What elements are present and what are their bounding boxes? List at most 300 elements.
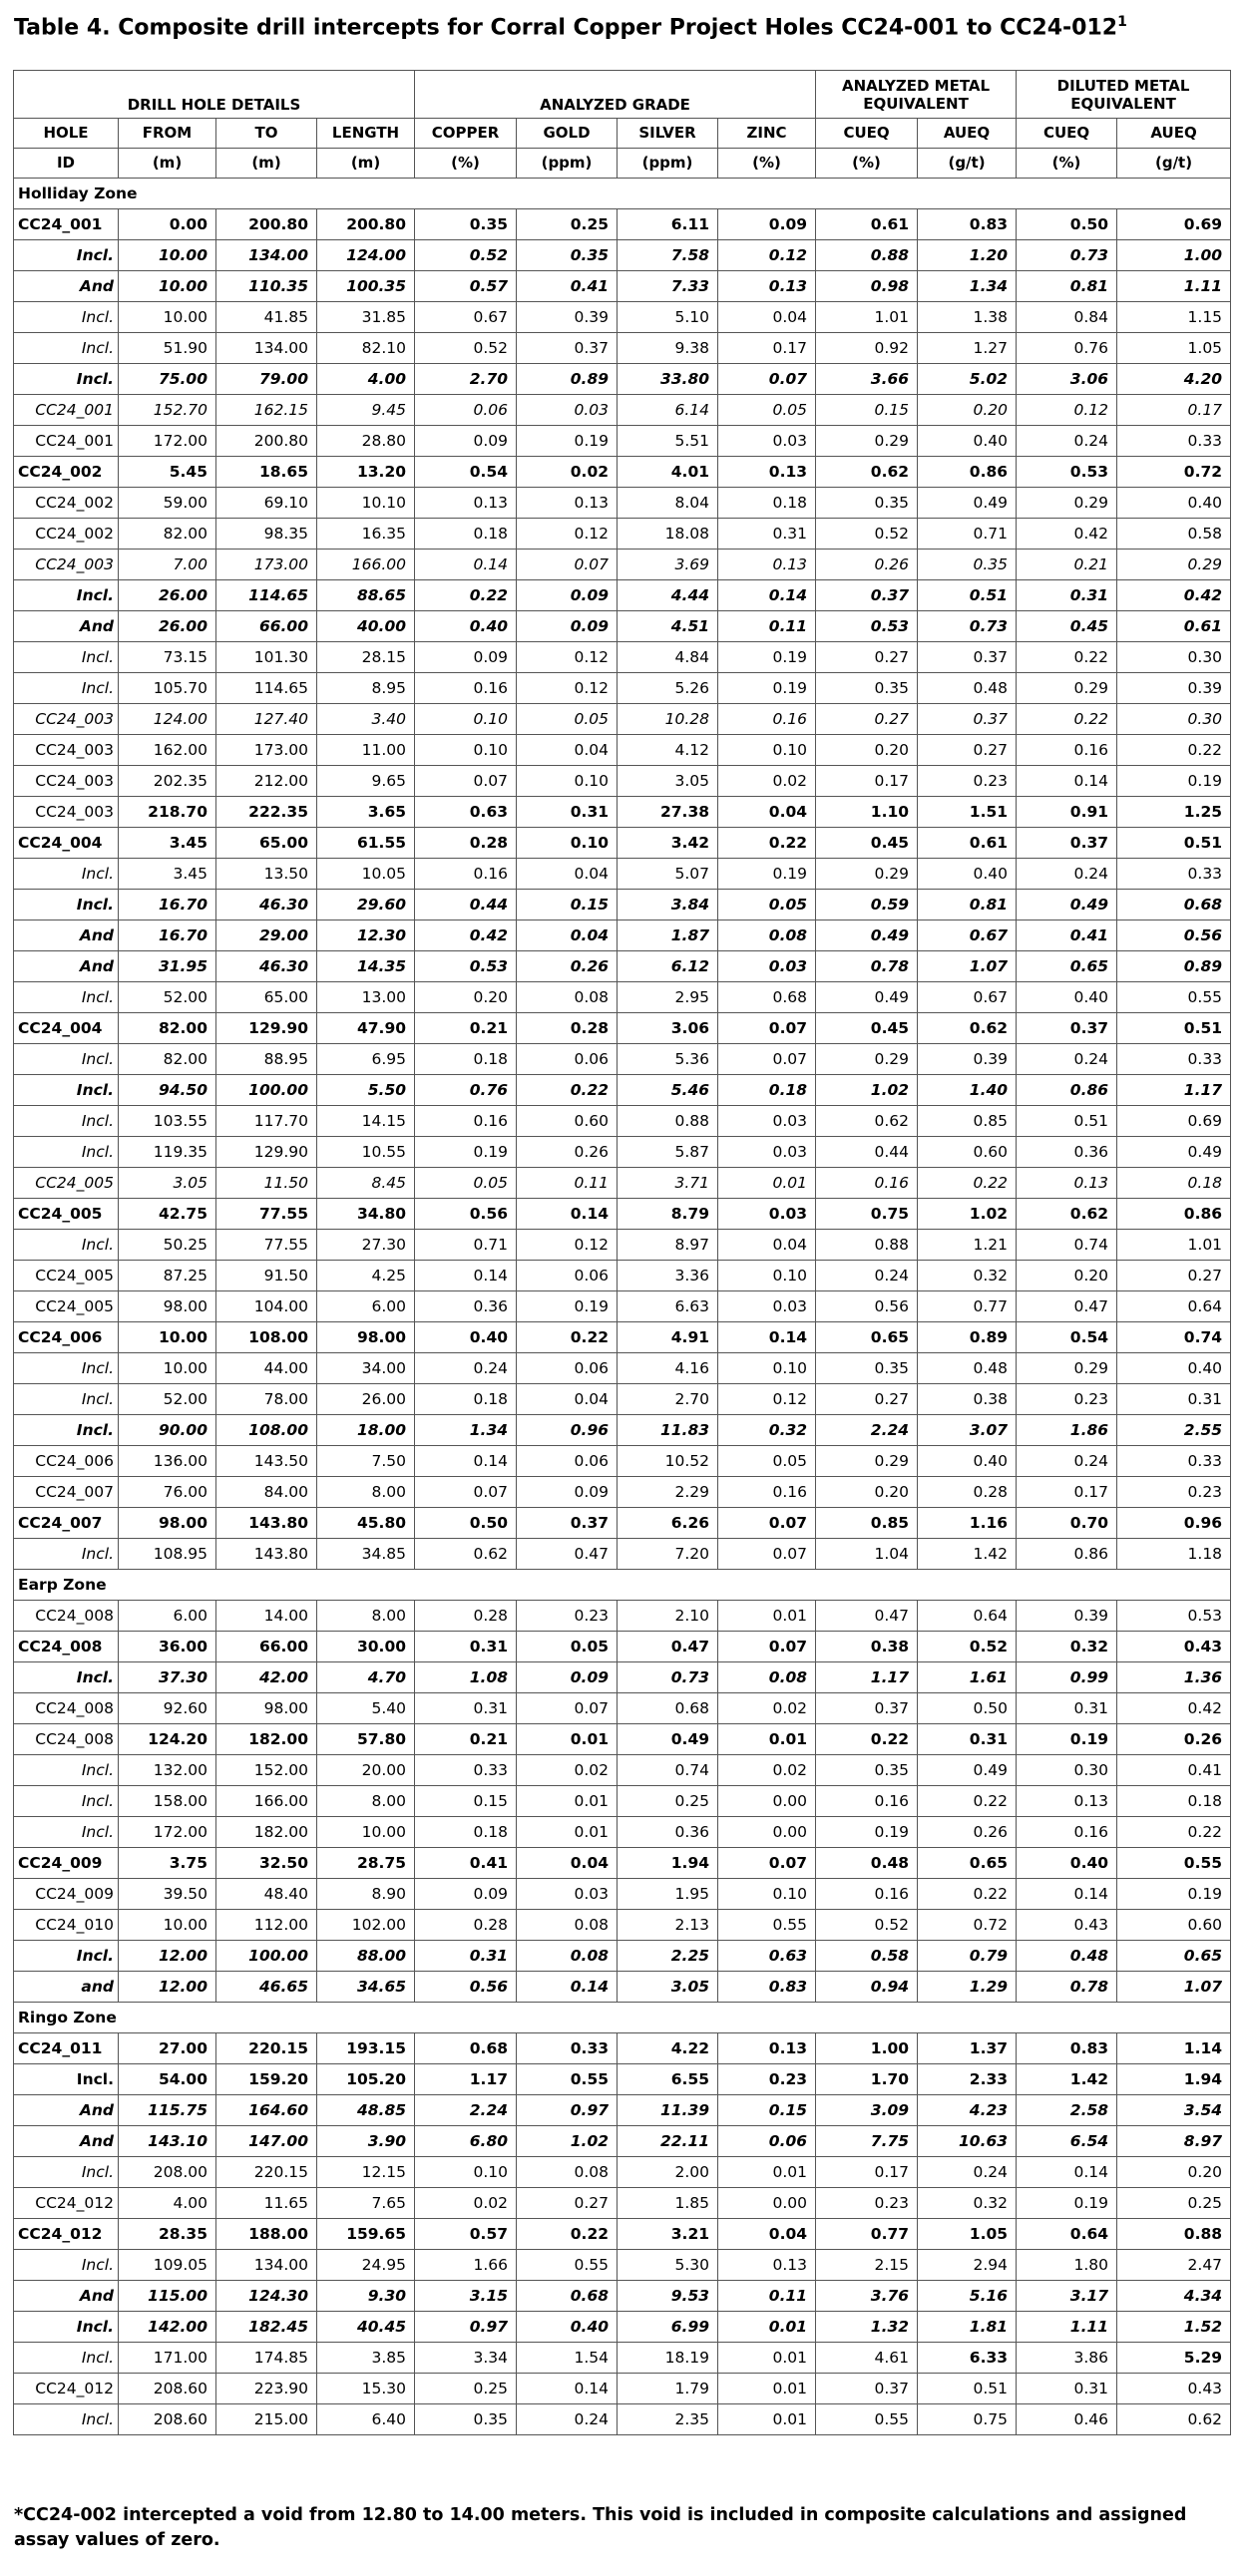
hole-id-cell: CC24_005: [14, 1261, 119, 1291]
value-cell: 37.30: [119, 1662, 216, 1693]
value-cell: 112.00: [216, 1910, 317, 1941]
value-cell: 0.17: [816, 766, 918, 797]
value-cell: 3.06: [1017, 364, 1117, 395]
value-cell: 1.14: [1117, 2033, 1231, 2064]
value-cell: 172.00: [119, 426, 216, 457]
table-row: [14, 2404, 1231, 2435]
value-cell: 143.80: [216, 1539, 317, 1570]
value-cell: 3.34: [415, 2343, 517, 2374]
value-cell: 0.37: [1017, 1013, 1117, 1044]
value-cell: 0.28: [517, 1013, 618, 1044]
value-cell: 46.30: [216, 890, 317, 920]
value-cell: 9.30: [317, 2281, 415, 2312]
value-cell: 0.13: [1017, 1168, 1117, 1199]
zone-label: Holliday Zone: [14, 179, 1231, 209]
title-superscript: 1: [1117, 14, 1127, 30]
value-cell: 0.68: [517, 2281, 618, 2312]
value-cell: 1.61: [918, 1662, 1017, 1693]
value-cell: 0.49: [918, 488, 1017, 519]
table-row: [14, 951, 1231, 982]
hole-id-cell: and: [14, 1972, 119, 2003]
value-cell: 0.36: [1017, 1137, 1117, 1168]
column-label: CUEQ: [1017, 119, 1117, 149]
table-row: [14, 1879, 1231, 1910]
value-cell: 0.53: [415, 951, 517, 982]
value-cell: 0.35: [415, 2404, 517, 2435]
value-cell: 0.39: [517, 302, 618, 333]
value-cell: 1.02: [918, 1199, 1017, 1230]
value-cell: 10.10: [317, 488, 415, 519]
value-cell: 0.40: [1117, 488, 1231, 519]
value-cell: 0.49: [1017, 890, 1117, 920]
value-cell: 220.15: [216, 2033, 317, 2064]
value-cell: 0.36: [415, 1291, 517, 1322]
value-cell: 5.07: [618, 859, 718, 890]
value-cell: 34.00: [317, 1353, 415, 1384]
value-cell: 6.12: [618, 951, 718, 982]
value-cell: 0.19: [1117, 766, 1231, 797]
value-cell: 0.08: [517, 1910, 618, 1941]
value-cell: 66.00: [216, 1632, 317, 1662]
value-cell: 0.56: [415, 1199, 517, 1230]
value-cell: 0.51: [918, 2374, 1017, 2404]
value-cell: 0.10: [415, 2157, 517, 2188]
value-cell: 0.12: [517, 519, 618, 550]
value-cell: 75.00: [119, 364, 216, 395]
value-cell: 0.72: [1117, 457, 1231, 488]
table-row: [14, 1322, 1231, 1353]
value-cell: 1.86: [1017, 1415, 1117, 1446]
value-cell: 0.33: [517, 2033, 618, 2064]
value-cell: 134.00: [216, 240, 317, 271]
value-cell: 200.80: [317, 209, 415, 240]
value-cell: 0.12: [517, 1230, 618, 1261]
value-cell: 0.22: [415, 580, 517, 611]
value-cell: 1.54: [517, 2343, 618, 2374]
value-cell: 0.78: [816, 951, 918, 982]
value-cell: 0.24: [1017, 426, 1117, 457]
value-cell: 48.85: [317, 2095, 415, 2126]
value-cell: 0.30: [1117, 642, 1231, 673]
value-cell: 0.12: [1017, 395, 1117, 426]
value-cell: 0.19: [1017, 2188, 1117, 2219]
value-cell: 28.35: [119, 2219, 216, 2250]
value-cell: 0.37: [918, 642, 1017, 673]
value-cell: 0.67: [918, 982, 1017, 1013]
hole-id-cell: Incl.: [14, 1817, 119, 1848]
value-cell: 0.71: [415, 1230, 517, 1261]
value-cell: 127.40: [216, 704, 317, 735]
value-cell: 6.00: [317, 1291, 415, 1322]
value-cell: 0.78: [1017, 1972, 1117, 2003]
value-cell: 47.90: [317, 1013, 415, 1044]
value-cell: 1.66: [415, 2250, 517, 2281]
value-cell: 182.00: [216, 1817, 317, 1848]
value-cell: 0.91: [1017, 797, 1117, 828]
value-cell: 0.51: [1017, 1106, 1117, 1137]
value-cell: 0.29: [1117, 550, 1231, 580]
value-cell: 0.12: [718, 240, 816, 271]
table-row: [14, 1384, 1231, 1415]
value-cell: 0.22: [517, 1322, 618, 1353]
value-cell: 0.84: [1017, 302, 1117, 333]
table-row: [14, 1786, 1231, 1817]
value-cell: 0.73: [618, 1662, 718, 1693]
value-cell: 0.27: [816, 1384, 918, 1415]
value-cell: 0.22: [918, 1168, 1017, 1199]
value-cell: 108.00: [216, 1322, 317, 1353]
table-row: [14, 1632, 1231, 1662]
value-cell: 0.76: [1017, 333, 1117, 364]
value-cell: 0.22: [816, 1724, 918, 1755]
value-cell: 0.01: [517, 1786, 618, 1817]
value-cell: 3.85: [317, 2343, 415, 2374]
value-cell: 87.25: [119, 1261, 216, 1291]
value-cell: 0.20: [415, 982, 517, 1013]
value-cell: 0.01: [718, 2312, 816, 2343]
value-cell: 0.19: [718, 642, 816, 673]
value-cell: 6.14: [618, 395, 718, 426]
hole-id-cell: Incl.: [14, 2343, 119, 2374]
value-cell: 4.91: [618, 1322, 718, 1353]
value-cell: 0.01: [718, 2404, 816, 2435]
column-unit: (g/t): [1117, 149, 1231, 179]
value-cell: 0.03: [718, 1291, 816, 1322]
value-cell: 2.35: [618, 2404, 718, 2435]
value-cell: 6.80: [415, 2126, 517, 2157]
value-cell: 193.15: [317, 2033, 415, 2064]
value-cell: 1.07: [1117, 1972, 1231, 2003]
hole-id-cell: Incl.: [14, 2404, 119, 2435]
value-cell: 30.00: [317, 1632, 415, 1662]
value-cell: 0.26: [816, 550, 918, 580]
value-cell: 91.50: [216, 1261, 317, 1291]
value-cell: 0.41: [517, 271, 618, 302]
value-cell: 0.63: [415, 797, 517, 828]
value-cell: 0.28: [415, 828, 517, 859]
value-cell: 0.09: [718, 209, 816, 240]
value-cell: 0.10: [415, 735, 517, 766]
value-cell: 6.33: [918, 2343, 1017, 2374]
value-cell: 0.39: [1017, 1601, 1117, 1632]
table-row: [14, 611, 1231, 642]
value-cell: 3.65: [317, 797, 415, 828]
value-cell: 0.03: [718, 1199, 816, 1230]
value-cell: 3.05: [618, 1972, 718, 2003]
value-cell: 3.40: [317, 704, 415, 735]
value-cell: 147.00: [216, 2126, 317, 2157]
value-cell: 3.09: [816, 2095, 918, 2126]
value-cell: 134.00: [216, 2250, 317, 2281]
table-row: [14, 1446, 1231, 1477]
value-cell: 5.40: [317, 1693, 415, 1724]
hole-id-cell: Incl.: [14, 302, 119, 333]
value-cell: 0.35: [918, 550, 1017, 580]
value-cell: 5.51: [618, 426, 718, 457]
value-cell: 88.95: [216, 1044, 317, 1075]
value-cell: 0.26: [517, 1137, 618, 1168]
value-cell: 1.17: [816, 1662, 918, 1693]
value-cell: 0.09: [517, 1662, 618, 1693]
hole-id-cell: CC24_011: [14, 2033, 119, 2064]
value-cell: 0.62: [415, 1539, 517, 1570]
value-cell: 6.11: [618, 209, 718, 240]
value-cell: 0.24: [918, 2157, 1017, 2188]
zone-label: Earp Zone: [14, 1570, 1231, 1601]
value-cell: 7.20: [618, 1539, 718, 1570]
value-cell: 4.44: [618, 580, 718, 611]
table-row: [14, 828, 1231, 859]
value-cell: 0.09: [415, 1879, 517, 1910]
value-cell: 0.88: [1117, 2219, 1231, 2250]
value-cell: 0.40: [1017, 982, 1117, 1013]
value-cell: 5.02: [918, 364, 1017, 395]
value-cell: 1.21: [918, 1230, 1017, 1261]
value-cell: 0.14: [1017, 1879, 1117, 1910]
value-cell: 108.95: [119, 1539, 216, 1570]
zone-header-row: [14, 2003, 1231, 2033]
value-cell: 0.65: [816, 1322, 918, 1353]
value-cell: 0.71: [918, 519, 1017, 550]
value-cell: 0.06: [517, 1261, 618, 1291]
value-cell: 103.55: [119, 1106, 216, 1137]
value-cell: 158.00: [119, 1786, 216, 1817]
value-cell: 2.29: [618, 1477, 718, 1508]
value-cell: 3.07: [918, 1415, 1017, 1446]
value-cell: 3.84: [618, 890, 718, 920]
value-cell: 0.08: [517, 1941, 618, 1972]
value-cell: 0.08: [517, 2157, 618, 2188]
value-cell: 215.00: [216, 2404, 317, 2435]
value-cell: 132.00: [119, 1755, 216, 1786]
value-cell: 0.40: [1017, 1848, 1117, 1879]
value-cell: 0.05: [517, 704, 618, 735]
value-cell: 7.33: [618, 271, 718, 302]
hole-id-cell: Incl.: [14, 982, 119, 1013]
value-cell: 182.00: [216, 1724, 317, 1755]
table-row: [14, 2312, 1231, 2343]
value-cell: 0.06: [517, 1353, 618, 1384]
value-cell: 0.19: [1117, 1879, 1231, 1910]
value-cell: 0.02: [718, 766, 816, 797]
value-cell: 10.00: [119, 1910, 216, 1941]
value-cell: 7.58: [618, 240, 718, 271]
value-cell: 0.60: [517, 1106, 618, 1137]
hole-id-cell: CC24_008: [14, 1632, 119, 1662]
value-cell: 40.00: [317, 611, 415, 642]
value-cell: 0.43: [1117, 1632, 1231, 1662]
table-row: [14, 1075, 1231, 1106]
value-cell: 0.13: [718, 550, 816, 580]
value-cell: 0.47: [618, 1632, 718, 1662]
value-cell: 8.45: [317, 1168, 415, 1199]
value-cell: 26.00: [317, 1384, 415, 1415]
table-row: [14, 426, 1231, 457]
value-cell: 0.05: [718, 395, 816, 426]
value-cell: 0.00: [119, 209, 216, 240]
value-cell: 0.00: [718, 2188, 816, 2219]
footnote: *CC24-002 intercepted a void from 12.80 to 14.00 meters. This void is included in composite calculations and assigned assay values of zero.: [14, 2505, 1187, 2550]
value-cell: 41.85: [216, 302, 317, 333]
value-cell: 0.29: [1017, 1353, 1117, 1384]
value-cell: 1.27: [918, 333, 1017, 364]
table-row: [14, 1291, 1231, 1322]
value-cell: 0.12: [517, 642, 618, 673]
value-cell: 3.66: [816, 364, 918, 395]
value-cell: 15.30: [317, 2374, 415, 2404]
column-unit: (ppm): [517, 149, 618, 179]
value-cell: 0.40: [415, 611, 517, 642]
table-row: [14, 890, 1231, 920]
value-cell: 0.01: [718, 1601, 816, 1632]
value-cell: 0.88: [816, 240, 918, 271]
value-cell: 0.23: [816, 2188, 918, 2219]
value-cell: 0.97: [517, 2095, 618, 2126]
value-cell: 0.14: [1017, 766, 1117, 797]
value-cell: 0.01: [517, 1724, 618, 1755]
value-cell: 105.20: [317, 2064, 415, 2095]
value-cell: 10.00: [119, 271, 216, 302]
value-cell: 16.70: [119, 920, 216, 951]
hole-id-cell: CC24_012: [14, 2219, 119, 2250]
value-cell: 1.40: [918, 1075, 1017, 1106]
value-cell: 0.23: [918, 766, 1017, 797]
value-cell: 8.00: [317, 1601, 415, 1632]
drill-intercepts-table: [13, 70, 1231, 2435]
value-cell: 0.04: [718, 302, 816, 333]
table-row: [14, 1353, 1231, 1384]
value-cell: 0.05: [415, 1168, 517, 1199]
value-cell: 0.29: [1017, 673, 1117, 704]
table-row: [14, 1910, 1231, 1941]
value-cell: 0.28: [415, 1910, 517, 1941]
value-cell: 8.00: [317, 1477, 415, 1508]
value-cell: 0.01: [718, 2343, 816, 2374]
value-cell: 0.03: [517, 395, 618, 426]
hole-id-cell: CC24_004: [14, 1013, 119, 1044]
value-cell: 143.50: [216, 1446, 317, 1477]
value-cell: 8.00: [317, 1786, 415, 1817]
value-cell: 0.19: [718, 859, 816, 890]
hole-id-cell: CC24_002: [14, 519, 119, 550]
value-cell: 0.23: [1017, 1384, 1117, 1415]
column-label: HOLE: [14, 119, 119, 149]
value-cell: 1.70: [816, 2064, 918, 2095]
value-cell: 0.53: [816, 611, 918, 642]
value-cell: 3.17: [1017, 2281, 1117, 2312]
value-cell: 0.62: [1017, 1199, 1117, 1230]
value-cell: 5.29: [1117, 2343, 1231, 2374]
value-cell: 0.24: [415, 1353, 517, 1384]
value-cell: 0.06: [415, 395, 517, 426]
value-cell: 0.43: [1017, 1910, 1117, 1941]
value-cell: 0.88: [618, 1106, 718, 1137]
value-cell: 0.25: [1117, 2188, 1231, 2219]
value-cell: 0.16: [816, 1168, 918, 1199]
hole-id-cell: Incl.: [14, 673, 119, 704]
value-cell: 4.16: [618, 1353, 718, 1384]
value-cell: 82.10: [317, 333, 415, 364]
value-cell: 0.74: [1117, 1322, 1231, 1353]
value-cell: 5.46: [618, 1075, 718, 1106]
value-cell: 0.16: [1017, 1817, 1117, 1848]
value-cell: 0.10: [517, 828, 618, 859]
value-cell: 105.70: [119, 673, 216, 704]
table-row: [14, 1137, 1231, 1168]
hole-id-cell: Incl.: [14, 1415, 119, 1446]
value-cell: 14.15: [317, 1106, 415, 1137]
value-cell: 0.86: [1017, 1075, 1117, 1106]
value-cell: 0.42: [1117, 1693, 1231, 1724]
value-cell: 1.00: [816, 2033, 918, 2064]
value-cell: 6.54: [1017, 2126, 1117, 2157]
table-row: [14, 395, 1231, 426]
table-row: [14, 2250, 1231, 2281]
table-row: [14, 1106, 1231, 1137]
value-cell: 0.16: [718, 704, 816, 735]
value-cell: 0.01: [718, 2374, 816, 2404]
value-cell: 0.35: [816, 1755, 918, 1786]
column-unit: ID: [14, 149, 119, 179]
value-cell: 166.00: [317, 550, 415, 580]
value-cell: 0.03: [718, 1137, 816, 1168]
table-row: [14, 364, 1231, 395]
value-cell: 0.67: [918, 920, 1017, 951]
value-cell: 1.95: [618, 1879, 718, 1910]
value-cell: 124.00: [119, 704, 216, 735]
value-cell: 90.00: [119, 1415, 216, 1446]
table-row: [14, 519, 1231, 550]
value-cell: 4.51: [618, 611, 718, 642]
value-cell: 3.45: [119, 859, 216, 890]
column-unit: (m): [216, 149, 317, 179]
value-cell: 1.81: [918, 2312, 1017, 2343]
value-cell: 0.72: [918, 1910, 1017, 1941]
value-cell: 28.75: [317, 1848, 415, 1879]
value-cell: 2.94: [918, 2250, 1017, 2281]
value-cell: 27.30: [317, 1230, 415, 1261]
value-cell: 84.00: [216, 1477, 317, 1508]
value-cell: 52.00: [119, 1384, 216, 1415]
value-cell: 1.25: [1117, 797, 1231, 828]
value-cell: 0.97: [415, 2312, 517, 2343]
value-cell: 0.20: [816, 1477, 918, 1508]
value-cell: 0.04: [517, 735, 618, 766]
value-cell: 162.00: [119, 735, 216, 766]
hole-id-cell: And: [14, 2095, 119, 2126]
value-cell: 0.69: [1117, 1106, 1231, 1137]
value-cell: 6.99: [618, 2312, 718, 2343]
value-cell: 0.16: [415, 859, 517, 890]
value-cell: 0.40: [415, 1322, 517, 1353]
hole-id-cell: CC24_002: [14, 457, 119, 488]
value-cell: 0.24: [816, 1261, 918, 1291]
value-cell: 2.33: [918, 2064, 1017, 2095]
header-group: DRILL HOLE DETAILS: [14, 71, 415, 119]
value-cell: 0.40: [918, 859, 1017, 890]
value-cell: 4.00: [317, 364, 415, 395]
table-row: [14, 1415, 1231, 1446]
value-cell: 0.29: [816, 859, 918, 890]
hole-id-cell: Incl.: [14, 2250, 119, 2281]
value-cell: 0.53: [1117, 1601, 1231, 1632]
value-cell: 14.35: [317, 951, 415, 982]
value-cell: 0.11: [718, 611, 816, 642]
value-cell: 0.52: [918, 1632, 1017, 1662]
value-cell: 173.00: [216, 735, 317, 766]
value-cell: 0.04: [718, 797, 816, 828]
value-cell: 10.55: [317, 1137, 415, 1168]
